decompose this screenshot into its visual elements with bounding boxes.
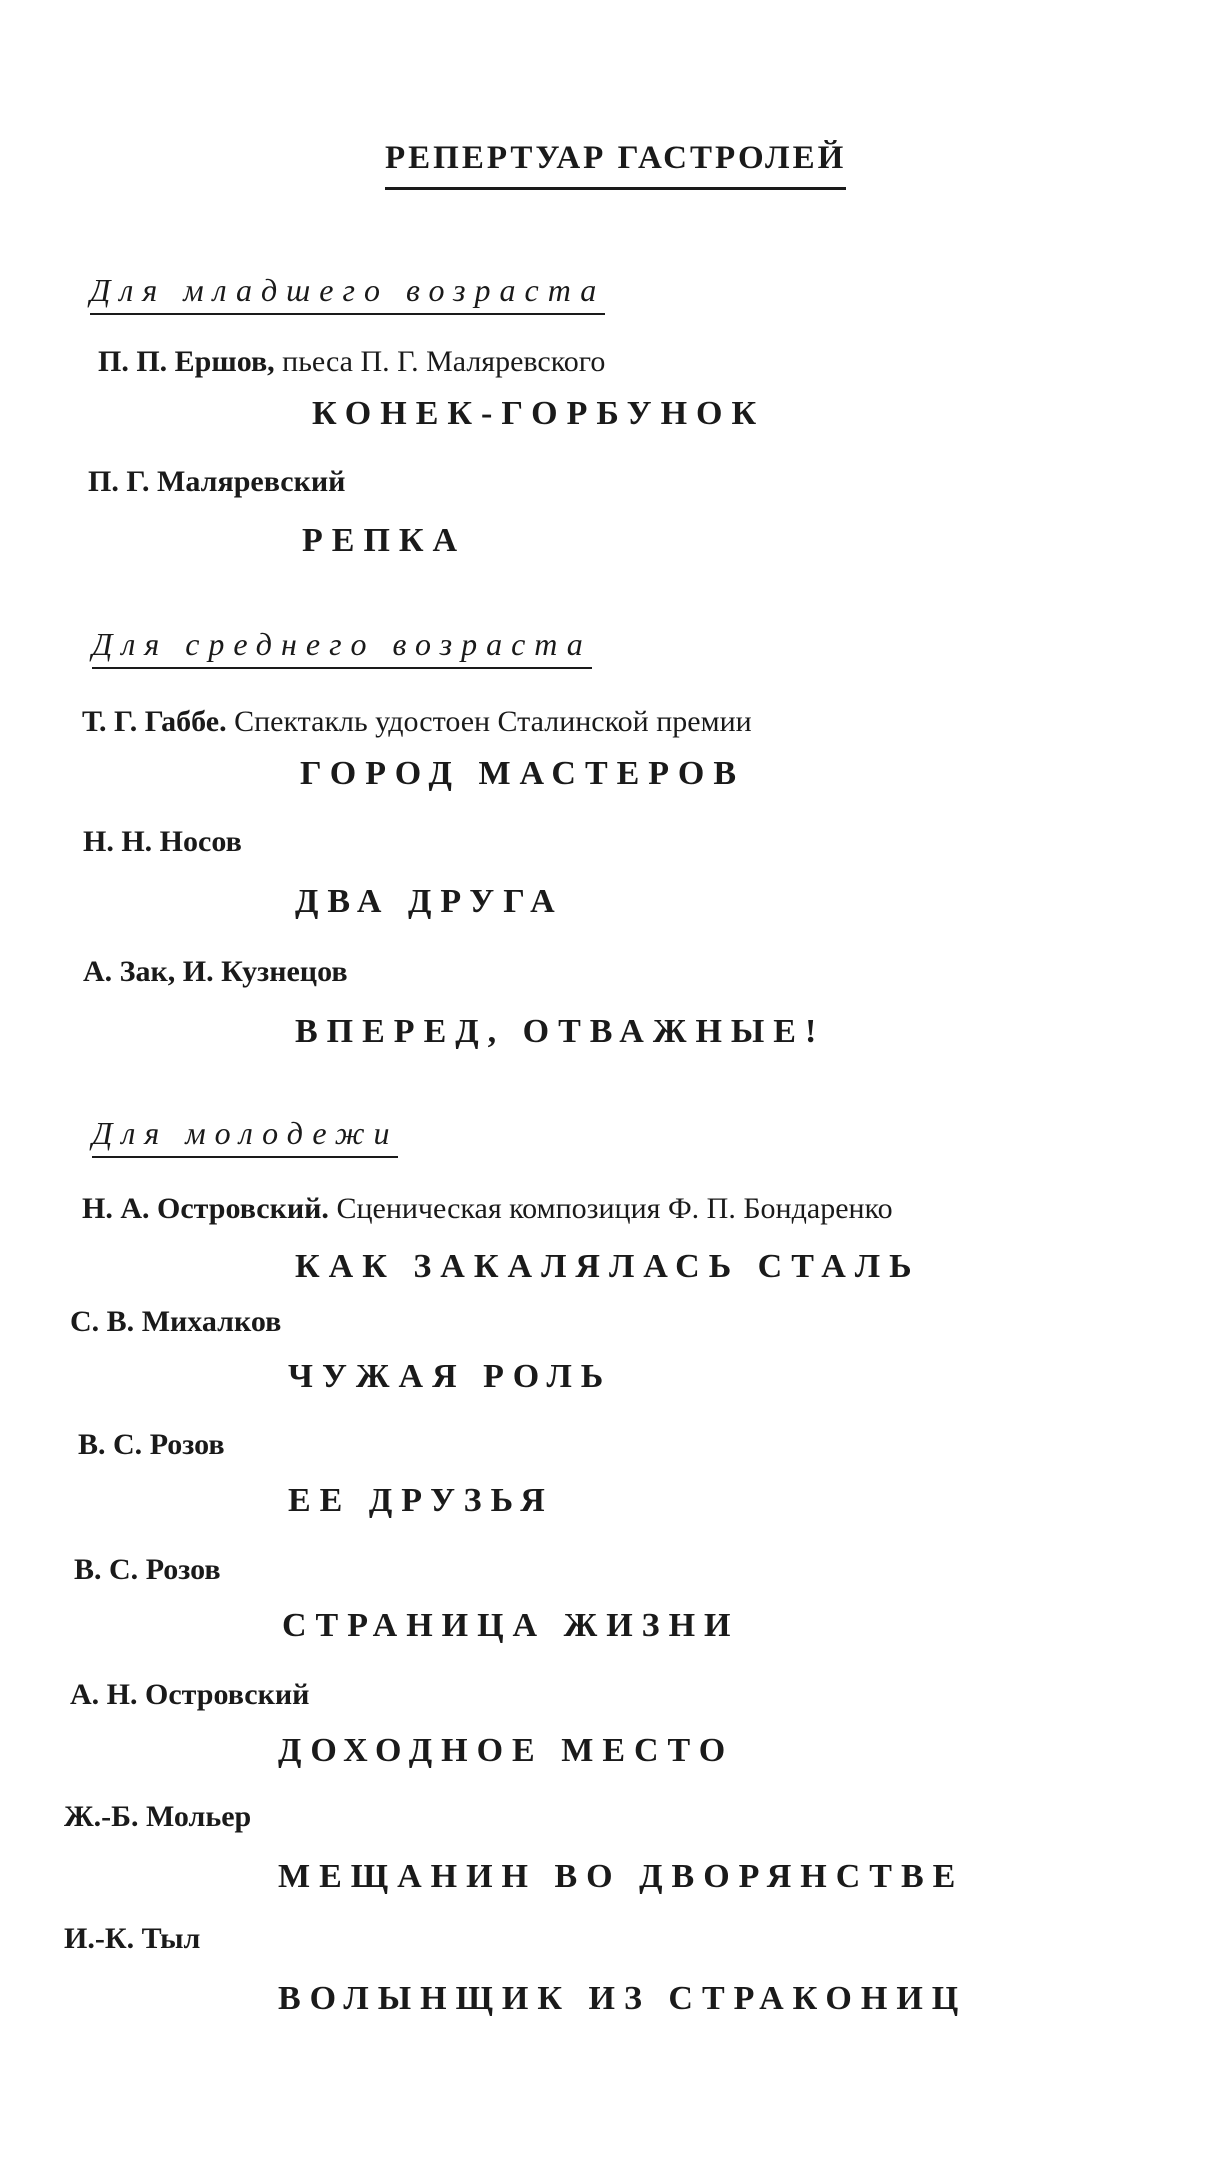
author-initials: И.-К.: [64, 1922, 135, 1955]
author-name: Габбе.: [144, 705, 227, 738]
play-title: ЧУЖАЯ РОЛЬ: [288, 1358, 613, 1395]
author-name: Михалков: [141, 1305, 282, 1338]
play-title: ДОХОДНОЕ МЕСТО: [278, 1732, 735, 1769]
play-title: ГОРОД МАСТЕРОВ: [300, 755, 745, 792]
play-title: КАК ЗАКАЛЯЛАСЬ СТАЛЬ: [295, 1248, 921, 1285]
author-initials: С. В.: [70, 1305, 135, 1338]
author-note: пьеса П. Г. Маляревского: [282, 345, 606, 378]
author-name: Островский: [145, 1678, 310, 1711]
play-title: РЕПКА: [302, 522, 467, 559]
author-initials: Н. А.: [82, 1192, 150, 1225]
play-title: ВПЕРЕД, ОТВАЖНЫЕ!: [295, 1013, 826, 1050]
author-name: Зак, И. Кузнецов: [119, 955, 348, 988]
play-title: СТРАНИЦА ЖИЗНИ: [282, 1607, 740, 1644]
author-name: Розов: [145, 1553, 221, 1586]
author-note: Спектакль удостоен Сталинской премии: [234, 705, 752, 738]
play-title: ВОЛЫНЩИК ИЗ СТРАКОНИЦ: [278, 1980, 968, 2017]
author-line: [74, 1553, 221, 1587]
author-name: Островский.: [157, 1192, 329, 1225]
author-initials: А. Н.: [70, 1678, 138, 1711]
section-heading-middle: Для среднего возраста: [92, 626, 592, 669]
author-initials: П. Г.: [88, 465, 150, 498]
author-line: [83, 955, 348, 989]
author-initials: А.: [83, 955, 113, 988]
author-initials: Н. Н.: [83, 825, 153, 858]
section-heading-junior: Для младшего возраста: [90, 272, 605, 315]
play-title: КОНЕК-ГОРБУНОК: [312, 395, 766, 432]
author-initials: Ж.-Б.: [64, 1800, 139, 1833]
author-initials: Т. Г.: [82, 705, 138, 738]
author-line: [83, 825, 242, 859]
author-name: Маляревский: [157, 465, 346, 498]
author-line: [88, 465, 345, 499]
author-name: Ершов,: [174, 345, 275, 378]
author-name: Розов: [149, 1428, 225, 1461]
author-name: Мольер: [146, 1800, 252, 1833]
author-line: [70, 1305, 281, 1339]
author-initials: П. П.: [98, 345, 168, 378]
author-line: [70, 1678, 309, 1712]
section-heading-youth: Для молодежи: [92, 1115, 398, 1158]
author-initials: В. С.: [78, 1428, 143, 1461]
author-line: [64, 1800, 251, 1834]
page-title: РЕПЕРТУАР ГАСТРОЛЕЙ: [385, 140, 846, 190]
play-title: МЕЩАНИН ВО ДВОРЯНСТВЕ: [278, 1858, 965, 1895]
play-title: ЕЕ ДРУЗЬЯ: [288, 1482, 554, 1519]
author-line: [78, 1428, 225, 1462]
author-line: [82, 1192, 893, 1226]
author-note: Сценическая композиция Ф. П. Бондаренко: [336, 1192, 893, 1225]
author-initials: В. С.: [74, 1553, 139, 1586]
play-title: ДВА ДРУГА: [295, 883, 564, 920]
author-line: [64, 1922, 200, 1956]
author-name: Носов: [159, 825, 242, 858]
author-name: Тыл: [141, 1922, 201, 1955]
author-line: [98, 345, 605, 379]
author-line: [82, 705, 752, 739]
